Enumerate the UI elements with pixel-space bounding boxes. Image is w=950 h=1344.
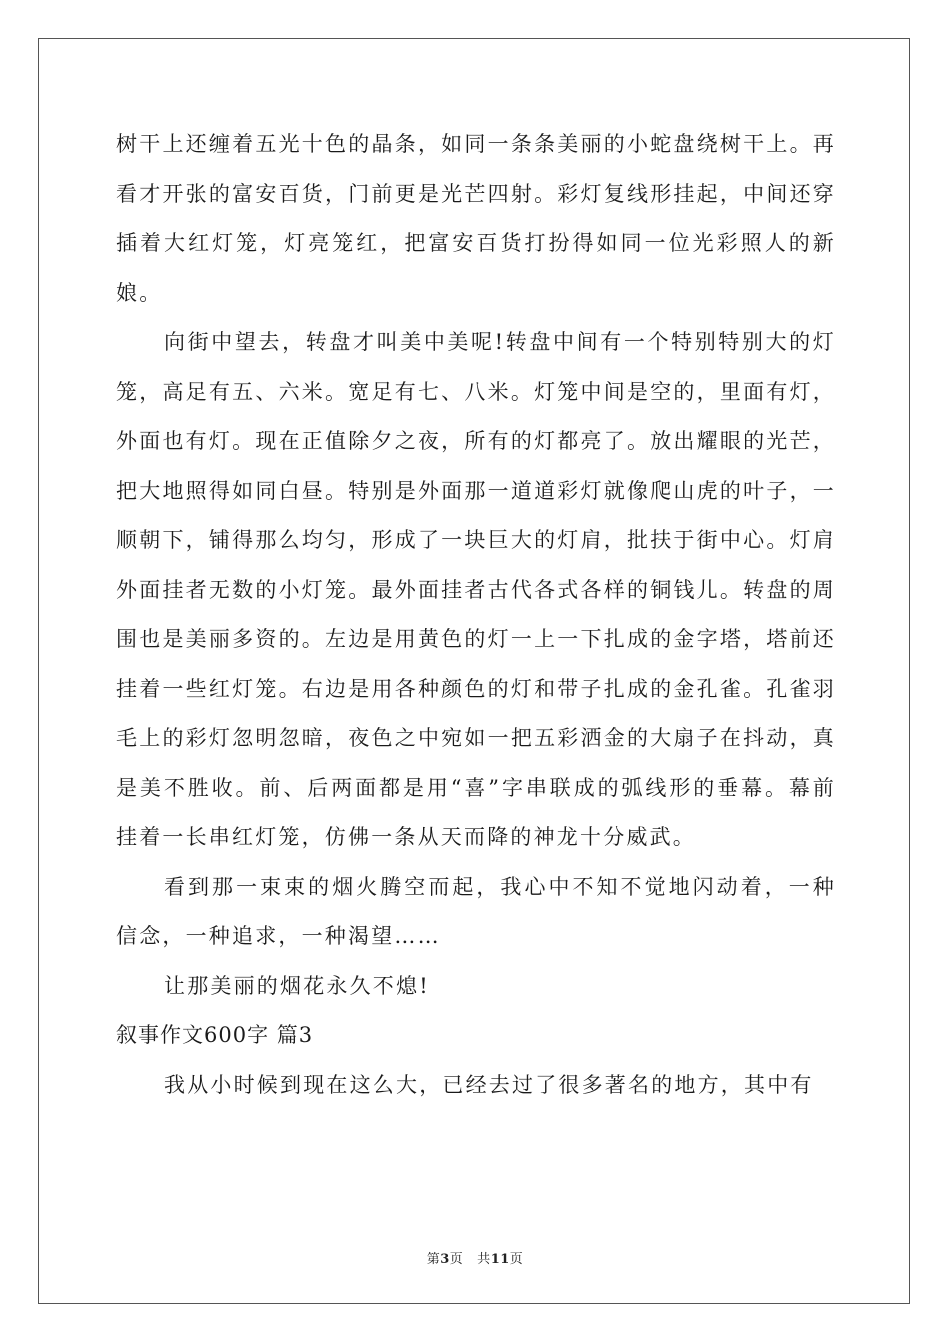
footer-total-pages: 11 [490, 1252, 510, 1267]
footer-total-prefix: 共 [477, 1252, 491, 1267]
footer-total-suffix: 页 [509, 1252, 524, 1267]
footer-page-number: 3 [440, 1252, 450, 1267]
footer-prefix: 第 [426, 1252, 441, 1267]
page-footer [0, 1248, 950, 1267]
paragraph-2: 向街中望去，转盘才叫美中美呢!转盘中间有一个特别特别大的灯笼，高足有五、六米。宽足有七、八米。灯笼中间是空的，里面有灯，外面也有灯。现在正值除夕之夜，所有的灯都亮了。放出耀眼的光芒，把大地照得如同白昼。特别是外面那一道道彩灯就像爬山虎的叶子，一顺朝下，铺得那么均匀，形成了一块巨大的灯肩，批扶于街中心。灯肩外面挂者无数的小灯笼。最外面挂者古代各式各样的铜钱儿。转盘的周围也是美丽多资的。左边是用黄色的灯一上一下扎成的金字塔，塔前还挂着一些红灯笼。右边是用各种颜色的灯和带子扎成的金孔雀。孔雀羽毛上的彩灯忽明忽暗，夜色之中宛如一把五彩洒金的大扇子在抖动，真是美不胜收。前、后两面都是用“喜”字串联成的弧线形的垂幕。幕前挂着一长串红灯笼，仿佛一条从天而降的神龙十分威武。 [116, 330, 836, 849]
paragraph-3: 看到那一束束的烟火腾空而起，我心中不知不觉地闪动着，一种信念，一种追求，一种渴望…… [116, 874, 836, 948]
paragraph-1: 树干上还缠着五光十色的晶条，如同一条条美丽的小蛇盘绕树干上。再看才开张的富安百货，门前更是光芒四射。彩灯复线形挂起，中间还穿插着大红灯笼，灯亮笼红，把富安百货打扮得如同一位光彩照人的新娘。 [116, 132, 836, 305]
document-body [116, 120, 836, 1110]
footer-page-suffix: 页 [449, 1252, 464, 1267]
paragraph-5: 我从小时候到现在这么大，已经去过了很多著名的地方，其中有 [164, 1072, 814, 1097]
paragraph-4: 让那美丽的烟花永久不熄! [164, 973, 430, 998]
section-heading: 叙事作文600字 篇3 [116, 1023, 314, 1047]
